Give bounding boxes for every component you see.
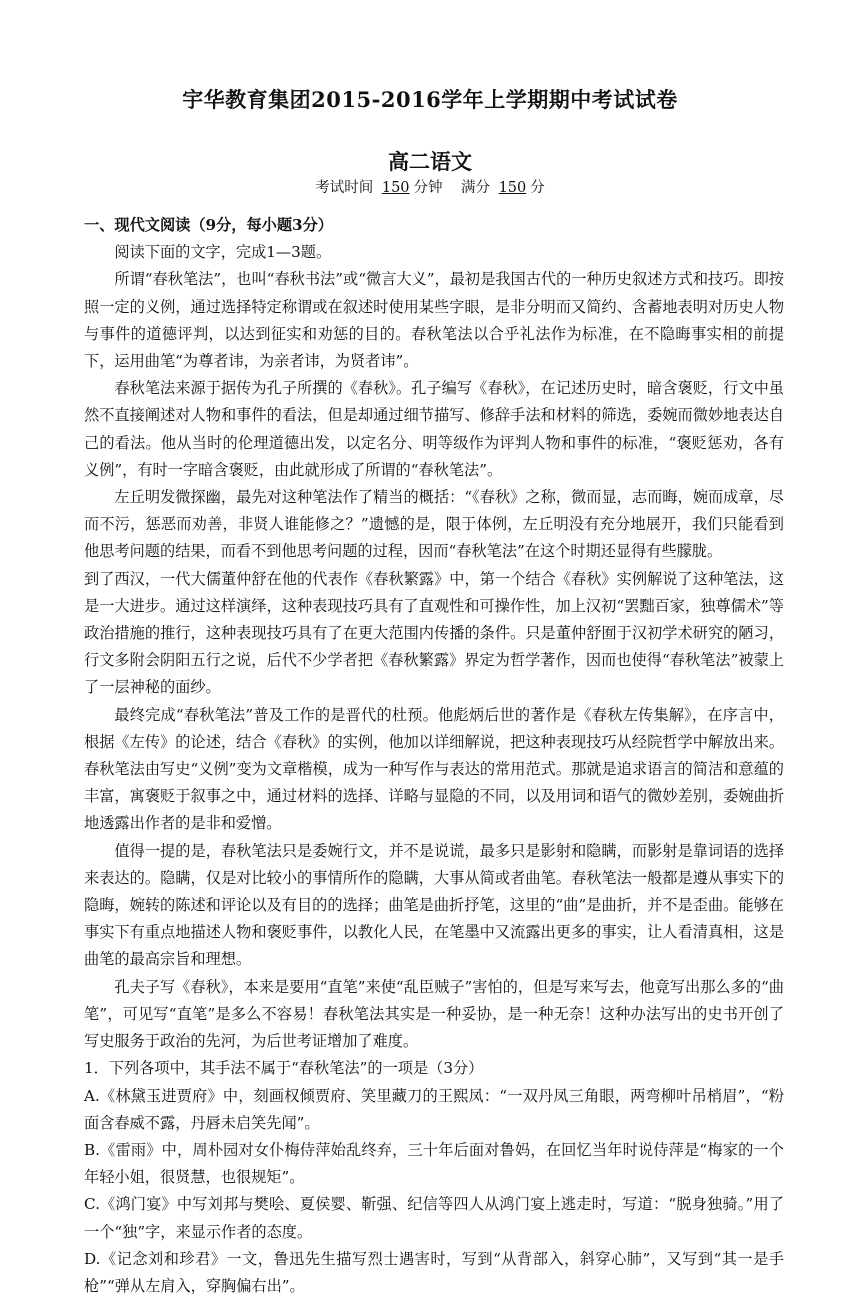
paragraph: 值得一提的是，春秋笔法只是委婉行文，并不是说谎，最多只是影射和隐瞒，而影射是靠词语的选择来表达的。隐瞒，仅是对比较小的事情所作的隐瞒，大事从简或者曲笔。春秋笔法一般都是遵从事实下的隐晦，婉转的陈述和评论以及有目的的选择；曲笔是曲折抒笔，这里的“曲”是曲折，并不是歪曲。能够在事实下有重点地描述人物和褒贬事件，以教化人民，在笔墨中又流露出更多的事实，让人看清真相，这是曲笔的最高宗旨和理想。 [84,841,784,969]
time-value: 150 [381,180,410,196]
score-label: 满分 [460,180,490,196]
question-option-b: B.《雷雨》中，周朴园对女仆梅侍萍始乱终弃，三十年后面对鲁妈，在回忆当年时说侍萍是“梅家的一个年轻小姐，很贤慧，也很规矩”。 [84,1140,784,1187]
question-stem: 1．下列各项中，其手法不属于“春秋笔法”的一项是（3分） [84,1059,484,1078]
section-heading: 一、现代文阅读（9分，每小题3分） [84,216,333,234]
question-option-d: D.《记念刘和珍君》一文，鲁迅先生描写烈士遇害时，写到“从背部入，斜穿心肺”，又写到“其一是手枪”“弹从左肩入，穿胸偏右出”。 [84,1249,784,1295]
paragraph: 孔夫子写《春秋》，本来是要用“直笔”来使“乱臣贼子”害怕的，但是写来写去，他竟写出那么多的“曲笔”，可见写“直笔”是多么不容易！春秋笔法其实是一种妥协，是一种无奈！这种办法写出的史书开创了写史服务于政治的先河，为后世考证增加了难度。 [84,977,784,1051]
question-option-c: C.《鸿门宴》中写刘邦与樊哙、夏侯婴、靳强、纪信等四人从鸿门宴上逃走时，写道：“脱身独骑。”用了一个“独”字，来显示作者的态度。 [84,1195,784,1241]
question-option-a: A.《林黛玉进贾府》中，刻画权倾贾府、笑里藏刀的王熙凤：“一双丹凤三角眼，两弯柳叶吊梢眉”，“粉面含春威不露，丹唇未启笑先闻”。 [84,1086,784,1132]
time-label: 考试时间 [315,180,374,196]
score-unit: 分 [530,180,545,196]
subject-title: 高二语文 [388,149,472,174]
section-reading [84,212,784,1300]
score-value: 150 [498,180,527,196]
paragraph: 春秋笔法来源于据传为孔子所撰的《春秋》。孔子编写《春秋》，在记述历史时，暗含褒贬，行文中虽然不直接阐述对人物和事件的看法，但是却通过细节描写、修辞手法和材料的筛选，委婉而微妙地表达自己的看法。他从当时的伦理道德出发，以定名分、明等级作为评判人物和事件的标准，“褒贬惩劝，各有义例”，有时一字暗含褒贬，由此就形成了所谓的“春秋笔法”。 [84,379,784,479]
time-unit: 分钟 [413,180,443,196]
exam-title: 宇华教育集团2015-2016学年上学期期中考试试卷 [182,87,678,112]
paragraph: 所谓“春秋笔法”，也叫“春秋书法”或“微言大义”，最初是我国古代的一种历史叙述方式和技巧。即按照一定的义例，通过选择特定称谓或在叙述时使用某些字眼，是非分明而又简约、含蓄地表明对历史人物与事件的道德评判，以达到征实和劝惩的目的。春秋笔法以合乎礼法作为标准，在不隐晦事实相的前提下，运用曲笔“为尊者讳，为亲者讳，为贤者讳”。 [84,270,784,371]
paragraph: 到了西汉，一代大儒董仲舒在他的代表作《春秋繁露》中，第一个结合《春秋》实例解说了这种笔法，这是一大进步。通过这样演绎，这种表现技巧具有了直观性和可操作性，加上汉初“罢黜百家，独尊儒术”等政治措施的推行，这种表现技巧具有了在更大范围内传播的条件。只是董仲舒囿于汉初学术研究的陋习，行文多附会阴阳五行之说，后代不少学者把《春秋繁露》界定为哲学著作，因而也使得“春秋笔法”被蒙上了一层神秘的面纱。 [84,569,784,697]
paragraph: 最终完成“春秋笔法”普及工作的是晋代的杜预。他彪炳后世的著作是《春秋左传集解》，在序言中，根据《左传》的论述，结合《春秋》的实例，他加以详细解说，把这种表现技巧从经院哲学中解放出来。春秋笔法由写史“义例”变为文章楷模，成为一种写作与表达的常用范式。那就是追求语言的简洁和意蕴的丰富，寓褒贬于叙事之中，通过材料的选择、详略与显隐的不同，以及用词和语气的微妙差别，委婉曲折地透露出作者的是非和爱憎。 [84,705,784,833]
exam-info [0,176,860,197]
paragraph: 左丘明发微探幽，最先对这种笔法作了精当的概括：“《春秋》之称，微而显，志而晦，婉而成章，尽而不污，惩恶而劝善，非贤人谁能修之？”遗憾的是，限于体例，左丘明没有充分地展开，我们只能看到他思考问题的结果，而看不到他思考问题的过程，因而“春秋笔法”在这个时期还显得有些朦胧。 [84,488,784,561]
reading-instruction: 阅读下面的文字，完成1—3题。 [114,243,332,262]
